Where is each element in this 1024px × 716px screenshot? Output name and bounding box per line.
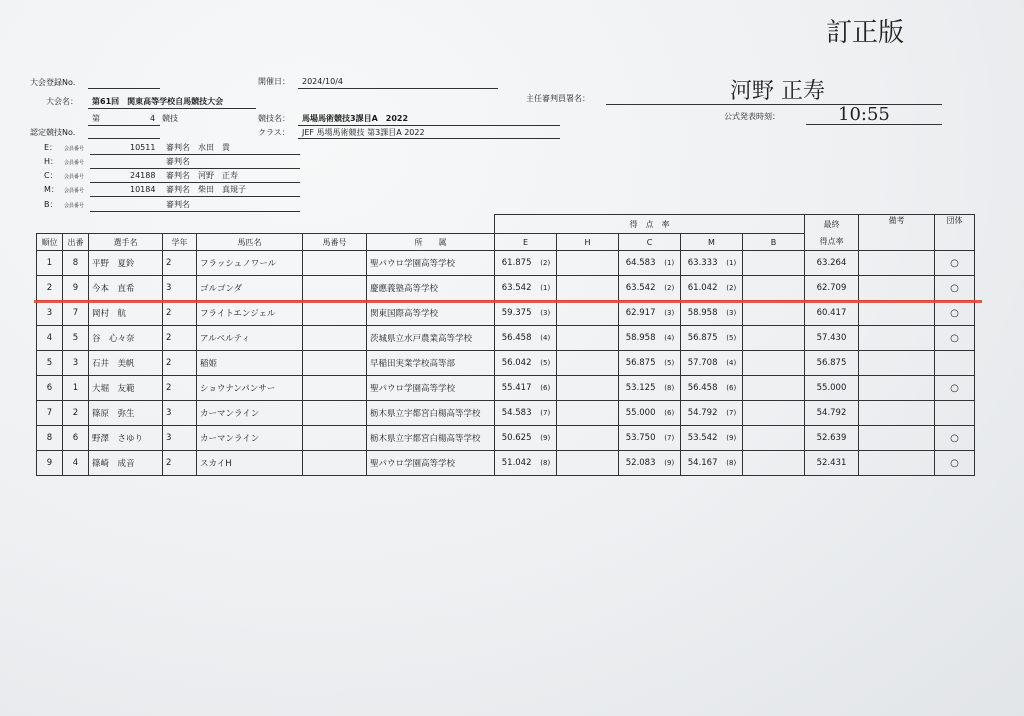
score-h	[557, 251, 597, 276]
table-row	[37, 451, 975, 476]
competition-name-label: 競技名：	[258, 114, 290, 123]
results-table	[36, 214, 975, 476]
rank-cell: 2	[37, 276, 63, 301]
table-row	[37, 351, 975, 376]
correction-stamp: 訂正版	[826, 18, 905, 48]
rider-name: 大堀 友範	[89, 376, 163, 401]
rank-e: (5)	[535, 351, 557, 376]
rank-m: (6)	[721, 376, 743, 401]
rank-e: (9)	[535, 426, 557, 451]
start-cell: 6	[63, 426, 89, 451]
rank-b	[783, 451, 805, 476]
judge-name-label: 審判名	[166, 171, 190, 180]
judge-name-label: 審判名	[166, 200, 190, 209]
final-header-bottom: 得点率	[805, 234, 859, 251]
rank-h	[597, 251, 619, 276]
table-row	[37, 326, 975, 351]
chief-judge-label: 主任審判員署名：	[526, 94, 590, 103]
rank-c: (1)	[659, 251, 681, 276]
judge-position: B：	[44, 200, 58, 209]
team-mark: ○	[935, 426, 975, 451]
final-score: 55.000	[805, 376, 859, 401]
score-b	[743, 326, 783, 351]
remarks-cell	[859, 451, 935, 476]
event-name-label: 大会名：	[46, 97, 78, 106]
start-cell: 4	[63, 451, 89, 476]
grade-cell: 2	[163, 451, 197, 476]
school-name: 聖パウロ学園高等学校	[367, 251, 495, 276]
rank-e: (8)	[535, 451, 557, 476]
rank-e: (3)	[535, 301, 557, 326]
rank-m: (1)	[721, 251, 743, 276]
rank-h	[597, 326, 619, 351]
team-mark: ○	[935, 276, 975, 301]
score-e: 61.875	[495, 251, 535, 276]
rank-cell: 5	[37, 351, 63, 376]
rank-h	[597, 276, 619, 301]
rider-name: 平野 夏鈴	[89, 251, 163, 276]
school-name: 聖パウロ学園高等学校	[367, 376, 495, 401]
team-mark: ○	[935, 301, 975, 326]
judge-member-no: 10511	[130, 143, 156, 152]
judge-name-label: 審判名	[166, 157, 190, 166]
table-row	[37, 376, 975, 401]
rank-m: (4)	[721, 351, 743, 376]
rank-c: (4)	[659, 326, 681, 351]
school-name: 茨城県立水戸農業高等学校	[367, 326, 495, 351]
rider-name: 今本 直希	[89, 276, 163, 301]
score-h	[557, 376, 597, 401]
score-m: 54.792	[681, 401, 721, 426]
start-cell: 1	[63, 376, 89, 401]
school-name: 聖パウロ学園高等学校	[367, 451, 495, 476]
rank-c: (2)	[659, 276, 681, 301]
horse-no	[303, 326, 367, 351]
remarks-cell	[859, 251, 935, 276]
final-score: 63.264	[805, 251, 859, 276]
remarks-cell	[859, 376, 935, 401]
score-c: 63.542	[619, 276, 659, 301]
rank-b	[783, 301, 805, 326]
rank-m: (7)	[721, 401, 743, 426]
judge-position: H：	[44, 157, 59, 166]
judge-name-label: 審判名	[166, 143, 190, 152]
cert-no-label: 認定競技No.	[30, 128, 76, 137]
score-h	[557, 326, 597, 351]
school-name: 栃木県立宇都宮白楊高等学校	[367, 426, 495, 451]
announce-time-label: 公式発表時刻：	[724, 112, 780, 121]
rank-b	[783, 351, 805, 376]
event-reg-label: 大会登録No.	[30, 78, 76, 87]
event-name: 第61回 関東高等学校自馬競技大会	[92, 97, 224, 106]
score-c: 64.583	[619, 251, 659, 276]
score-m: 56.458	[681, 376, 721, 401]
score-b	[743, 451, 783, 476]
judge-m-header: M	[681, 234, 743, 251]
table-row	[37, 401, 975, 426]
final-score: 52.431	[805, 451, 859, 476]
final-score: 54.792	[805, 401, 859, 426]
judge-name: 柴田 真規子	[198, 185, 246, 194]
grade-cell: 2	[163, 326, 197, 351]
rank-c: (7)	[659, 426, 681, 451]
rank-cell: 7	[37, 401, 63, 426]
rank-c: (5)	[659, 351, 681, 376]
rider-name: 篠原 弥生	[89, 401, 163, 426]
remarks-cell	[859, 326, 935, 351]
competition-name: 馬場馬術競技3課目A 2022	[302, 114, 409, 123]
rank-c: (8)	[659, 376, 681, 401]
final-score: 57.430	[805, 326, 859, 351]
school-name: 栃木県立宇都宮白楊高等学校	[367, 401, 495, 426]
judge-h-header: H	[557, 234, 619, 251]
rank-c: (9)	[659, 451, 681, 476]
table-row	[37, 426, 975, 451]
score-c: 53.125	[619, 376, 659, 401]
rank-b	[783, 251, 805, 276]
rider-name: 篠崎 成音	[89, 451, 163, 476]
start-cell: 7	[63, 301, 89, 326]
rank-cell: 8	[37, 426, 63, 451]
announce-time: 10:55	[838, 104, 890, 125]
school-name: 関東国際高等学校	[367, 301, 495, 326]
date-label: 開催日：	[258, 77, 290, 86]
competition-no-suffix: 競技	[162, 114, 178, 123]
rank-cell: 1	[37, 251, 63, 276]
grade-header: 学年	[163, 234, 197, 251]
final-header-top: 最終	[805, 215, 859, 234]
score-e: 59.375	[495, 301, 535, 326]
table-row	[37, 251, 975, 276]
rank-h	[597, 426, 619, 451]
remarks-cell	[859, 426, 935, 451]
rank-h	[597, 451, 619, 476]
school-name: 早稲田実業学校高等部	[367, 351, 495, 376]
score-h	[557, 426, 597, 451]
member-no-label: 会員番号	[64, 203, 85, 209]
grade-cell: 2	[163, 376, 197, 401]
rank-h	[597, 351, 619, 376]
judge-name: 河野 正寿	[198, 171, 238, 180]
score-m: 58.958	[681, 301, 721, 326]
horse-name: 稲姫	[197, 351, 303, 376]
rank-e: (1)	[535, 276, 557, 301]
rank-e: (2)	[535, 251, 557, 276]
judge-member-no: 24188	[130, 171, 156, 180]
rank-cell: 9	[37, 451, 63, 476]
judge-position: E：	[44, 143, 58, 152]
rank-h	[597, 401, 619, 426]
horse-name: フラッシュノワール	[197, 251, 303, 276]
rank-m: (3)	[721, 301, 743, 326]
horse-no	[303, 351, 367, 376]
score-b	[743, 426, 783, 451]
score-h	[557, 351, 597, 376]
horse-name: フライトエンジェル	[197, 301, 303, 326]
remarks-cell	[859, 351, 935, 376]
chief-judge-signature: 河野 正寿	[730, 79, 825, 104]
horse-name: カーマンライン	[197, 426, 303, 451]
horse-no	[303, 401, 367, 426]
horse-no	[303, 251, 367, 276]
rank-m: (5)	[721, 326, 743, 351]
score-b	[743, 276, 783, 301]
score-e: 55.417	[495, 376, 535, 401]
rank-c: (3)	[659, 301, 681, 326]
horse-no	[303, 276, 367, 301]
rank-cell: 4	[37, 326, 63, 351]
grade-cell: 2	[163, 301, 197, 326]
rank-header: 順位	[37, 234, 63, 251]
grade-cell: 2	[163, 251, 197, 276]
score-c: 56.875	[619, 351, 659, 376]
rank-cell: 6	[37, 376, 63, 401]
start-cell: 3	[63, 351, 89, 376]
grade-cell: 3	[163, 426, 197, 451]
score-b	[743, 401, 783, 426]
start-cell: 9	[63, 276, 89, 301]
judge-position: C：	[44, 171, 58, 180]
event-date: 2024/10/4	[302, 77, 344, 86]
score-c: 55.000	[619, 401, 659, 426]
judge-member-no: 10184	[130, 185, 156, 194]
horse-name: ショウナンパンサー	[197, 376, 303, 401]
class-value: JEF 馬場馬術競技 第3課目A 2022	[302, 128, 425, 137]
score-h	[557, 276, 597, 301]
team-mark: ○	[935, 376, 975, 401]
rider-header: 選手名	[89, 234, 163, 251]
score-e: 54.583	[495, 401, 535, 426]
score-b	[743, 351, 783, 376]
school-header: 所 属	[367, 234, 495, 251]
rank-e: (6)	[535, 376, 557, 401]
rank-cell: 3	[37, 301, 63, 326]
school-name: 慶應義塾高等学校	[367, 276, 495, 301]
final-score: 52.639	[805, 426, 859, 451]
red-marker-line	[34, 300, 982, 303]
score-b	[743, 376, 783, 401]
horse-no	[303, 451, 367, 476]
start-cell: 2	[63, 401, 89, 426]
member-no-label: 会員番号	[64, 174, 85, 180]
judge-b-header: B	[743, 234, 805, 251]
score-c: 58.958	[619, 326, 659, 351]
rank-m: (8)	[721, 451, 743, 476]
rider-name: 石井 美帆	[89, 351, 163, 376]
team-mark: ○	[935, 326, 975, 351]
rider-name: 野澤 さゆり	[89, 426, 163, 451]
rank-b	[783, 326, 805, 351]
rank-e: (4)	[535, 326, 557, 351]
member-no-label: 会員番号	[64, 160, 85, 166]
judge-c-header: C	[619, 234, 681, 251]
horse-header: 馬匹名	[197, 234, 303, 251]
rank-b	[783, 276, 805, 301]
score-h	[557, 401, 597, 426]
rank-m: (2)	[721, 276, 743, 301]
member-no-label: 会員番号	[64, 188, 85, 194]
table-row	[37, 276, 975, 301]
score-h	[557, 301, 597, 326]
start-cell: 5	[63, 326, 89, 351]
judge-name-label: 審判名	[166, 185, 190, 194]
final-score: 60.417	[805, 301, 859, 326]
score-c: 53.750	[619, 426, 659, 451]
score-c: 62.917	[619, 301, 659, 326]
remarks-cell	[859, 301, 935, 326]
final-score: 56.875	[805, 351, 859, 376]
horse-no	[303, 376, 367, 401]
judge-name: 水田 貴	[198, 143, 230, 152]
table-row	[37, 301, 975, 326]
rank-c: (6)	[659, 401, 681, 426]
score-m: 57.708	[681, 351, 721, 376]
rank-m: (9)	[721, 426, 743, 451]
team-mark: ○	[935, 451, 975, 476]
remarks-cell	[859, 276, 935, 301]
rank-e: (7)	[535, 401, 557, 426]
score-m: 56.875	[681, 326, 721, 351]
score-group-header: 得 点 率	[495, 215, 805, 234]
score-e: 56.042	[495, 351, 535, 376]
remarks-cell	[859, 401, 935, 426]
horse-no-header: 馬番号	[303, 234, 367, 251]
start-cell: 8	[63, 251, 89, 276]
grade-cell: 3	[163, 401, 197, 426]
rank-b	[783, 401, 805, 426]
rank-b	[783, 376, 805, 401]
remarks-header: 備考	[859, 215, 935, 251]
rider-name: 谷 心々奈	[89, 326, 163, 351]
rank-h	[597, 301, 619, 326]
class-label: クラス：	[258, 128, 290, 137]
grade-cell: 2	[163, 351, 197, 376]
score-c: 52.083	[619, 451, 659, 476]
score-m: 54.167	[681, 451, 721, 476]
judge-e-header: E	[495, 234, 557, 251]
score-e: 56.458	[495, 326, 535, 351]
score-h	[557, 451, 597, 476]
score-e: 51.042	[495, 451, 535, 476]
horse-no	[303, 301, 367, 326]
score-m: 63.333	[681, 251, 721, 276]
team-mark	[935, 351, 975, 376]
rank-h	[597, 376, 619, 401]
horse-name: スカイH	[197, 451, 303, 476]
horse-name: アルベルティ	[197, 326, 303, 351]
final-score: 62.709	[805, 276, 859, 301]
team-mark: ○	[935, 251, 975, 276]
horse-name: カーマンライン	[197, 401, 303, 426]
member-no-label: 会員番号	[64, 146, 85, 152]
rider-name: 岡村 航	[89, 301, 163, 326]
team-mark	[935, 401, 975, 426]
grade-cell: 3	[163, 276, 197, 301]
score-m: 61.042	[681, 276, 721, 301]
competition-no: 4	[150, 114, 156, 123]
competition-no-prefix: 第	[92, 114, 100, 123]
judge-position: M：	[44, 185, 59, 194]
horse-name: ゴルゴンダ	[197, 276, 303, 301]
score-b	[743, 251, 783, 276]
score-e: 50.625	[495, 426, 535, 451]
horse-no	[303, 426, 367, 451]
team-header: 団体	[935, 215, 975, 251]
score-m: 53.542	[681, 426, 721, 451]
score-b	[743, 301, 783, 326]
start-header: 出番	[63, 234, 89, 251]
rank-b	[783, 426, 805, 451]
score-e: 63.542	[495, 276, 535, 301]
